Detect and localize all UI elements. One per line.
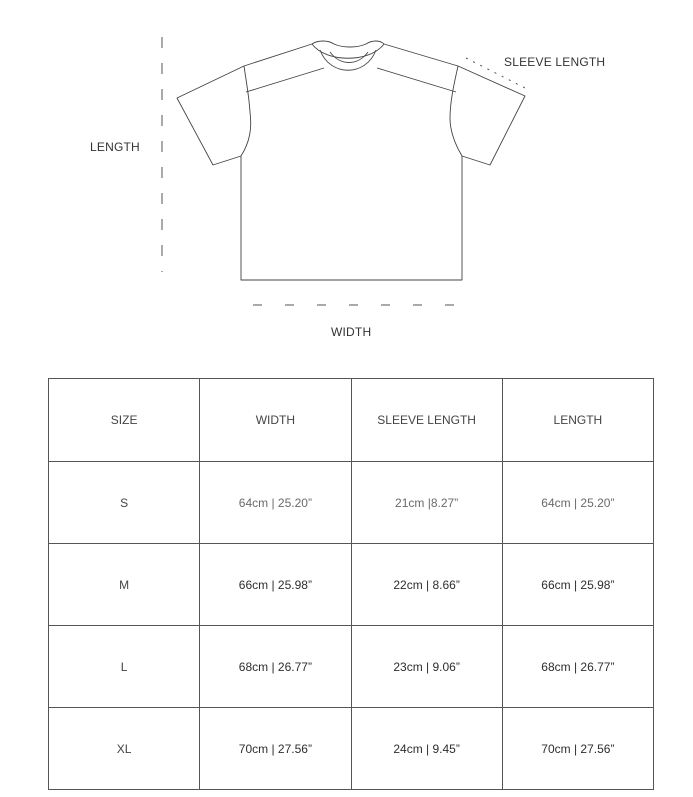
tshirt-right-sleeve [458,66,525,165]
tshirt-measurement-diagram [0,0,693,360]
sleeve-length-cell: 23cm | 9.06” [351,626,502,708]
sleeve-length-label: SLEEVE LENGTH [504,55,606,69]
length-cell: 70cm | 27.56” [502,708,653,790]
tshirt-collar-outer [312,41,384,47]
tshirt-right-seam [377,68,456,92]
size-cell: S [49,462,200,544]
header-length: LENGTH [502,379,653,462]
width-cell: 64cm | 25.20” [200,462,351,544]
table-row [49,708,654,790]
table-row [49,626,654,708]
header-width: WIDTH [200,379,351,462]
tshirt-body-outline [241,44,462,280]
table-row [49,544,654,626]
size-cell: XL [49,708,200,790]
table-header-row [49,379,654,462]
width-cell: 68cm | 26.77” [200,626,351,708]
sleeve-length-cell: 21cm |8.27” [351,462,502,544]
length-cell: 64cm | 25.20” [502,462,653,544]
width-cell: 70cm | 27.56” [200,708,351,790]
length-cell: 68cm | 26.77” [502,626,653,708]
size-cell: L [49,626,200,708]
width-label: WIDTH [331,325,372,339]
tshirt-left-seam [246,68,324,92]
length-cell: 66cm | 25.98” [502,544,653,626]
table-row [49,462,654,544]
size-chart-table [48,378,654,790]
sleeve-length-cell: 22cm | 8.66” [351,544,502,626]
length-label: LENGTH [90,140,140,154]
width-cell: 66cm | 25.98” [200,544,351,626]
header-size: SIZE [49,379,200,462]
header-sleeve-length: SLEEVE LENGTH [351,379,502,462]
sleeve-length-cell: 24cm | 9.45” [351,708,502,790]
tshirt-left-sleeve [177,66,244,165]
size-cell: M [49,544,200,626]
